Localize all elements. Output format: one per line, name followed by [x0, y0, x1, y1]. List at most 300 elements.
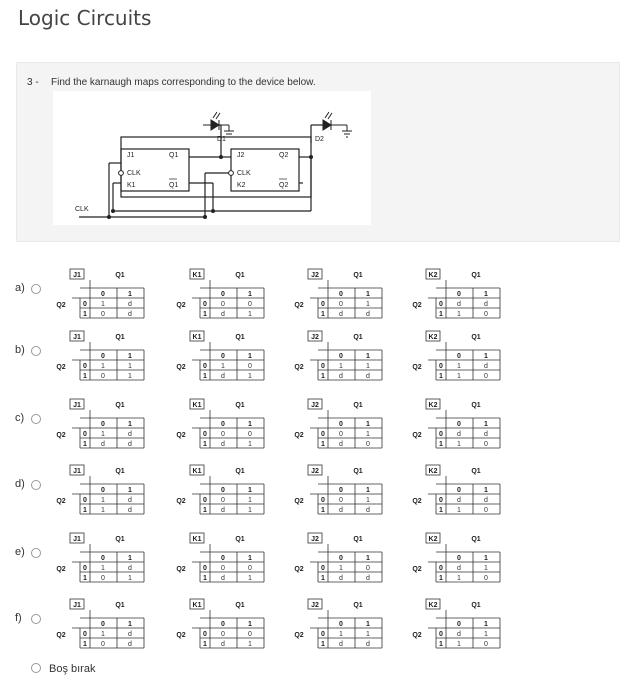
option-letter: f)	[15, 612, 22, 624]
kmap-cell: d	[484, 363, 488, 370]
kmap-name: J1	[73, 272, 81, 279]
kmap-svg	[172, 598, 272, 650]
kmap-col-var: Q1	[235, 334, 245, 341]
kmap-cell: d	[366, 311, 370, 318]
kmap-row-var: Q2	[176, 364, 186, 371]
kmap-cell: d	[128, 311, 132, 318]
kmap-svg	[172, 532, 272, 584]
kmap-col-header: 1	[484, 621, 488, 628]
kmap-row-header: 0	[203, 301, 207, 308]
kmap-cell: 1	[484, 565, 488, 572]
kmap-cell: d	[339, 311, 343, 318]
kmap-row-header: 0	[321, 431, 325, 438]
kmap-col-header: 0	[339, 555, 343, 562]
kmap-cell: 1	[128, 575, 132, 582]
kmap-row-header: 1	[83, 373, 87, 380]
kmap-cell: d	[457, 631, 461, 638]
kmap-name: J1	[73, 536, 81, 543]
kmap-col-header: 1	[484, 353, 488, 360]
kmap-cell: 1	[248, 575, 252, 582]
kmap-cell: 1	[248, 311, 252, 318]
kmap-svg	[408, 330, 508, 382]
kmap-cell: 0	[248, 431, 252, 438]
option-letter: a)	[15, 282, 25, 294]
kmap-row-var: Q2	[294, 632, 304, 639]
kmap-col-header: 1	[128, 555, 132, 562]
kmap-row-var: Q2	[176, 566, 186, 573]
kmap-row-var: Q2	[56, 498, 66, 505]
kmap-row-header: 0	[83, 431, 87, 438]
kmap-col-header: 0	[339, 621, 343, 628]
kmap-k1	[172, 464, 272, 521]
kmap-row-header: 1	[203, 373, 207, 380]
kmap-svg	[408, 464, 508, 516]
kmap-cell: 1	[484, 631, 488, 638]
kmap-j2	[290, 330, 390, 387]
kmap-col-header: 0	[457, 291, 461, 298]
kmap-col-header: 1	[484, 291, 488, 298]
kmap-name: J1	[73, 468, 81, 475]
kmap-row-header: 0	[321, 565, 325, 572]
kmap-row-var: Q2	[56, 364, 66, 371]
kmap-col-header: 0	[101, 353, 105, 360]
kmap-cell: d	[339, 575, 343, 582]
kmap-col-var: Q1	[353, 334, 363, 341]
kmap-row-header: 1	[439, 641, 443, 648]
kmap-row-header: 1	[439, 311, 443, 318]
kmap-cell: 1	[248, 507, 252, 514]
kmap-row-header: 1	[321, 575, 325, 582]
kmap-col-header: 1	[128, 487, 132, 494]
kmap-j2	[290, 268, 390, 325]
kmap-col-var: Q1	[353, 402, 363, 409]
kmap-col-header: 0	[101, 555, 105, 562]
kmap-row-header: 1	[83, 641, 87, 648]
kmap-name: J2	[311, 602, 319, 609]
ff1-k-label: K1	[127, 182, 136, 189]
kmap-cell: 1	[248, 497, 252, 504]
question-text: Find the karnaugh maps corresponding to the device below.	[51, 77, 316, 88]
kmap-cell: d	[366, 373, 370, 380]
kmap-cell: 0	[484, 311, 488, 318]
kmap-row-header: 1	[439, 507, 443, 514]
kmap-row-var: Q2	[412, 632, 422, 639]
kmap-name: J2	[311, 536, 319, 543]
kmap-k2	[408, 598, 508, 655]
kmap-cell: d	[366, 575, 370, 582]
question-number: 3 -	[27, 77, 39, 88]
kmap-j1	[52, 598, 152, 655]
kmap-name: K2	[428, 468, 438, 475]
clk-input-label: CLK	[75, 206, 89, 213]
kmap-col-var: Q1	[353, 602, 363, 609]
kmap-name: K1	[192, 272, 202, 279]
kmap-col-header: 1	[128, 291, 132, 298]
kmap-name: J2	[311, 272, 319, 279]
kmap-cell: 1	[101, 565, 105, 572]
kmap-svg	[290, 532, 390, 584]
option-letter: c)	[15, 412, 25, 424]
kmap-col-header: 1	[128, 621, 132, 628]
kmap-cell: d	[128, 497, 132, 504]
kmap-k2	[408, 398, 508, 455]
kmap-cell: 1	[248, 641, 252, 648]
kmap-col-header: 0	[339, 487, 343, 494]
kmap-cell: 0	[101, 373, 105, 380]
kmap-row-header: 1	[439, 575, 443, 582]
kmap-cell: 1	[366, 631, 370, 638]
kmap-row-header: 1	[321, 641, 325, 648]
kmap-cell: 1	[101, 301, 105, 308]
kmap-cell: d	[457, 565, 461, 572]
kmap-cell: d	[221, 641, 225, 648]
kmap-row-var: Q2	[294, 498, 304, 505]
kmap-cell: 1	[128, 373, 132, 380]
kmap-col-header: 1	[128, 421, 132, 428]
kmap-col-header: 0	[339, 353, 343, 360]
kmap-cell: 1	[457, 373, 461, 380]
kmap-row-var: Q2	[176, 632, 186, 639]
kmap-cell: d	[339, 441, 343, 448]
kmap-col-header: 0	[101, 487, 105, 494]
kmap-cell: 0	[221, 431, 225, 438]
kmap-cell: 1	[457, 507, 461, 514]
kmap-col-header: 1	[366, 487, 370, 494]
kmap-svg	[172, 398, 272, 450]
kmap-row-header: 0	[321, 363, 325, 370]
kmap-row-header: 0	[203, 631, 207, 638]
kmap-cell: 0	[221, 631, 225, 638]
kmap-svg	[290, 268, 390, 320]
kmap-cell: 1	[366, 431, 370, 438]
kmap-col-header: 1	[484, 487, 488, 494]
kmap-cell: 1	[339, 363, 343, 370]
kmap-k1	[172, 268, 272, 325]
kmap-name: J1	[73, 602, 81, 609]
led1-label: D1	[217, 136, 226, 143]
kmap-cell: 0	[221, 497, 225, 504]
kmap-row-var: Q2	[56, 432, 66, 439]
kmap-cell: d	[339, 373, 343, 380]
kmap-col-header: 1	[484, 421, 488, 428]
kmap-cell: 1	[457, 311, 461, 318]
kmap-cell: 0	[101, 641, 105, 648]
kmap-row-header: 1	[439, 441, 443, 448]
kmap-col-header: 1	[248, 291, 252, 298]
kmap-row-header: 0	[439, 431, 443, 438]
kmap-col-header: 1	[248, 353, 252, 360]
kmap-cell: 0	[484, 507, 488, 514]
kmap-svg	[290, 330, 390, 382]
kmap-row-header: 0	[439, 301, 443, 308]
kmap-col-header: 1	[248, 621, 252, 628]
kmap-cell: d	[339, 507, 343, 514]
kmap-col-var: Q1	[115, 272, 125, 279]
kmap-row-header: 1	[439, 373, 443, 380]
ff2-q-label: Q2	[279, 152, 289, 159]
kmap-cell: d	[366, 641, 370, 648]
kmap-k2	[408, 330, 508, 387]
kmap-col-header: 1	[366, 621, 370, 628]
kmap-row-header: 0	[83, 301, 87, 308]
kmap-name: K2	[428, 402, 438, 409]
kmap-col-var: Q1	[471, 334, 481, 341]
kmap-row-header: 0	[83, 631, 87, 638]
kmap-cell: 1	[366, 363, 370, 370]
kmap-name: K2	[428, 334, 438, 341]
option-letter: d)	[15, 478, 25, 490]
kmap-svg	[290, 598, 390, 650]
kmap-row-var: Q2	[176, 432, 186, 439]
kmap-col-header: 0	[457, 555, 461, 562]
kmap-col-header: 0	[221, 353, 225, 360]
kmap-cell: 0	[339, 431, 343, 438]
kmap-svg	[52, 330, 152, 382]
kmap-name: J2	[311, 468, 319, 475]
kmap-row-header: 0	[439, 363, 443, 370]
ff1-j-label: J1	[127, 152, 135, 159]
kmap-row-header: 0	[439, 565, 443, 572]
kmap-name: K2	[428, 272, 438, 279]
blank-option-radio[interactable]	[31, 663, 41, 673]
kmap-row-var: Q2	[412, 432, 422, 439]
option-letter: b)	[15, 344, 25, 356]
kmap-row-var: Q2	[176, 498, 186, 505]
kmap-row-header: 1	[321, 311, 325, 318]
kmap-row-header: 0	[203, 431, 207, 438]
kmap-cell: 0	[339, 497, 343, 504]
kmap-j2	[290, 464, 390, 521]
kmap-cell: 1	[339, 631, 343, 638]
kmap-cell: d	[221, 441, 225, 448]
kmap-svg	[52, 268, 152, 320]
kmap-row-header: 1	[321, 373, 325, 380]
kmap-row-header: 1	[203, 575, 207, 582]
kmap-j2	[290, 532, 390, 589]
kmap-col-var: Q1	[115, 468, 125, 475]
kmap-row-header: 1	[83, 311, 87, 318]
kmap-col-header: 1	[484, 555, 488, 562]
kmap-row-var: Q2	[412, 302, 422, 309]
kmap-cell: d	[128, 641, 132, 648]
kmap-svg	[52, 398, 152, 450]
kmap-name: K1	[192, 468, 202, 475]
kmap-row-header: 1	[321, 441, 325, 448]
kmap-name: K1	[192, 536, 202, 543]
kmap-cell: 0	[366, 565, 370, 572]
kmap-col-var: Q1	[471, 602, 481, 609]
kmap-row-var: Q2	[294, 364, 304, 371]
kmap-cell: 1	[457, 641, 461, 648]
kmap-col-var: Q1	[471, 468, 481, 475]
kmap-svg	[408, 398, 508, 450]
kmap-col-header: 1	[248, 421, 252, 428]
option-radio[interactable]	[31, 414, 41, 424]
kmap-row-var: Q2	[56, 566, 66, 573]
kmap-cell: d	[457, 301, 461, 308]
kmap-row-header: 1	[83, 575, 87, 582]
kmap-svg	[52, 598, 152, 650]
kmap-cell: d	[339, 641, 343, 648]
kmap-cell: 0	[366, 441, 370, 448]
kmap-cell: d	[221, 507, 225, 514]
kmap-col-var: Q1	[353, 536, 363, 543]
kmap-name: K1	[192, 602, 202, 609]
kmap-col-var: Q1	[115, 602, 125, 609]
kmap-col-header: 1	[366, 291, 370, 298]
kmap-cell: d	[484, 301, 488, 308]
kmap-cell: 0	[221, 301, 225, 308]
kmap-row-header: 1	[83, 441, 87, 448]
kmap-col-header: 0	[221, 421, 225, 428]
kmap-col-var: Q1	[353, 272, 363, 279]
circuit-svg	[53, 91, 371, 225]
kmap-col-header: 0	[221, 555, 225, 562]
led2-label: D2	[315, 136, 324, 143]
led-icon	[323, 112, 352, 137]
kmap-col-var: Q1	[235, 402, 245, 409]
kmap-cell: d	[484, 497, 488, 504]
kmap-row-header: 0	[203, 497, 207, 504]
kmap-col-header: 0	[457, 621, 461, 628]
kmap-row-header: 0	[203, 363, 207, 370]
kmap-col-var: Q1	[471, 536, 481, 543]
kmap-cell: 1	[101, 507, 105, 514]
kmap-cell: d	[221, 373, 225, 380]
kmap-svg	[290, 464, 390, 516]
kmap-row-header: 0	[321, 301, 325, 308]
kmap-cell: 0	[484, 441, 488, 448]
kmap-col-var: Q1	[115, 334, 125, 341]
kmap-svg	[408, 598, 508, 650]
kmap-cell: 0	[248, 631, 252, 638]
kmap-cell: 1	[457, 363, 461, 370]
kmap-cell: d	[128, 507, 132, 514]
kmap-cell: 0	[221, 565, 225, 572]
kmap-row-header: 0	[83, 565, 87, 572]
question-box	[16, 62, 620, 242]
kmap-svg	[52, 464, 152, 516]
kmap-cell: d	[457, 497, 461, 504]
kmap-cell: 0	[484, 575, 488, 582]
kmap-k1	[172, 532, 272, 589]
kmap-k2	[408, 464, 508, 521]
kmap-svg	[172, 330, 272, 382]
kmap-svg	[52, 532, 152, 584]
kmap-k1	[172, 398, 272, 455]
kmap-j1	[52, 464, 152, 521]
kmap-cell: 0	[248, 363, 252, 370]
ff2-k-label: K2	[237, 182, 246, 189]
kmap-cell: 0	[101, 575, 105, 582]
option-radio[interactable]	[31, 548, 41, 558]
kmap-cell: d	[484, 431, 488, 438]
kmap-row-var: Q2	[294, 302, 304, 309]
kmap-row-var: Q2	[412, 498, 422, 505]
kmap-col-header: 0	[221, 487, 225, 494]
option-letter: e)	[15, 546, 25, 558]
kmap-svg	[290, 398, 390, 450]
kmap-j1	[52, 268, 152, 325]
kmap-col-var: Q1	[235, 536, 245, 543]
kmap-svg	[172, 464, 272, 516]
kmap-row-header: 0	[321, 497, 325, 504]
kmap-svg	[408, 268, 508, 320]
kmap-row-header: 1	[203, 311, 207, 318]
ff1-qbar-label: Q1	[169, 182, 179, 189]
kmap-cell: 0	[101, 311, 105, 318]
kmap-row-header: 1	[83, 507, 87, 514]
option-radio[interactable]	[31, 346, 41, 356]
kmap-cell: d	[128, 565, 132, 572]
kmap-name: J1	[73, 402, 81, 409]
kmap-row-header: 1	[203, 507, 207, 514]
kmap-row-var: Q2	[56, 302, 66, 309]
kmap-col-header: 0	[101, 421, 105, 428]
kmap-cell: d	[128, 301, 132, 308]
kmap-col-header: 0	[339, 291, 343, 298]
option-radio[interactable]	[31, 480, 41, 490]
kmap-cell: 1	[101, 431, 105, 438]
kmap-k2	[408, 268, 508, 325]
kmap-name: J2	[311, 334, 319, 341]
kmap-name: K1	[192, 402, 202, 409]
kmap-col-header: 0	[457, 487, 461, 494]
kmap-cell: 1	[101, 497, 105, 504]
blank-option-label: Boş bırak	[49, 663, 96, 675]
kmap-j2	[290, 598, 390, 655]
kmap-col-header: 0	[221, 621, 225, 628]
kmap-row-header: 1	[203, 641, 207, 648]
option-radio[interactable]	[31, 614, 41, 624]
kmap-row-var: Q2	[412, 364, 422, 371]
kmap-svg	[408, 532, 508, 584]
kmap-j2	[290, 398, 390, 455]
kmap-col-header: 0	[101, 621, 105, 628]
kmap-name: J1	[73, 334, 81, 341]
kmap-cell: d	[457, 431, 461, 438]
kmap-row-var: Q2	[412, 566, 422, 573]
kmap-row-var: Q2	[294, 566, 304, 573]
kmap-row-header: 1	[203, 441, 207, 448]
ff2-clk-label: CLK	[237, 170, 251, 177]
kmap-cell: 1	[366, 497, 370, 504]
kmap-col-var: Q1	[471, 402, 481, 409]
kmap-row-header: 0	[439, 631, 443, 638]
circuit-diagram	[53, 91, 371, 225]
kmap-name: K1	[192, 334, 202, 341]
kmap-cell: 1	[101, 363, 105, 370]
kmap-cell: d	[128, 441, 132, 448]
ff1-q-label: Q1	[169, 152, 179, 159]
option-radio[interactable]	[31, 284, 41, 294]
kmap-cell: d	[366, 507, 370, 514]
kmap-col-var: Q1	[115, 536, 125, 543]
kmap-cell: d	[101, 441, 105, 448]
kmap-k1	[172, 598, 272, 655]
kmap-cell: d	[221, 575, 225, 582]
kmap-cell: d	[128, 631, 132, 638]
kmap-cell: 1	[248, 441, 252, 448]
kmap-col-var: Q1	[115, 402, 125, 409]
kmap-cell: 1	[339, 565, 343, 572]
kmap-col-var: Q1	[235, 272, 245, 279]
kmap-cell: 0	[484, 373, 488, 380]
kmap-row-header: 0	[439, 497, 443, 504]
kmap-cell: 0	[484, 641, 488, 648]
kmap-col-header: 0	[457, 353, 461, 360]
kmap-row-header: 0	[83, 363, 87, 370]
